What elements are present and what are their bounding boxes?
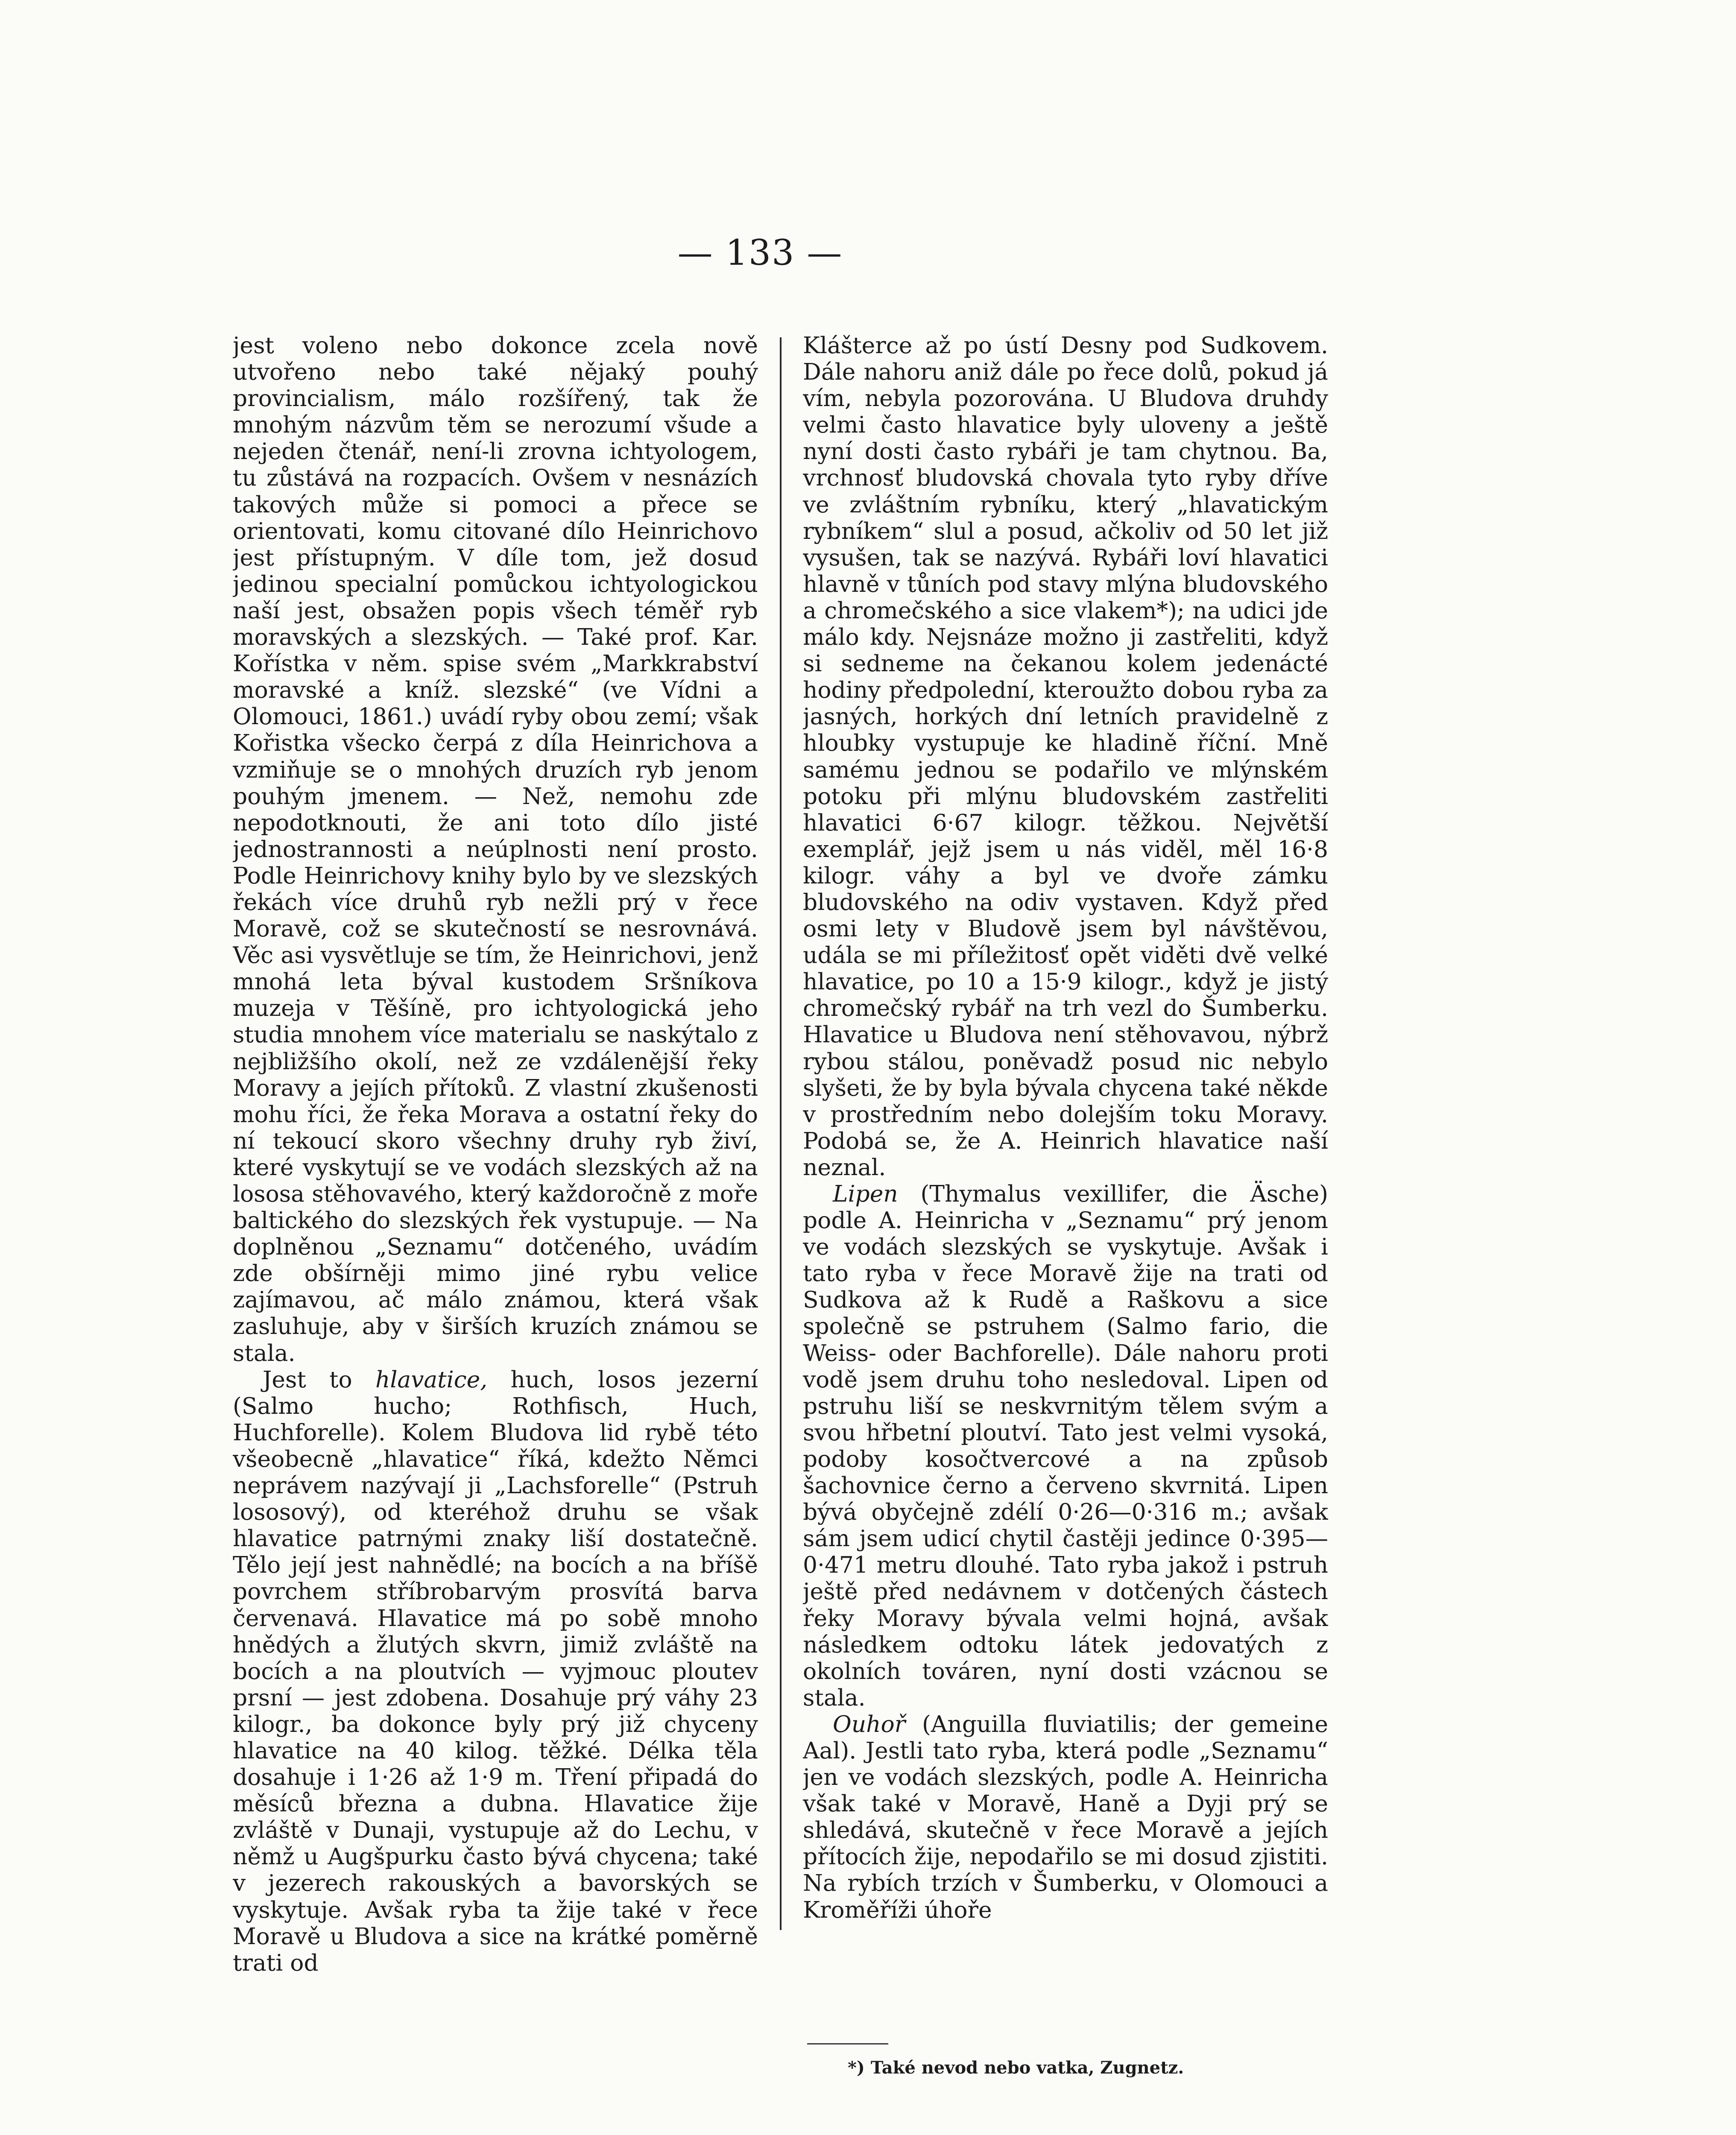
column-divider — [780, 337, 782, 1930]
right-column — [803, 332, 1328, 2135]
paragraph-lipen — [803, 1181, 1328, 1711]
paragraph-text: (Anguilla fluviatilis; der gemeine Aal). Jestli tato ryba, která podle „Seznamu“ jen ve vodách slezských, podle A. Heinricha však také v Moravě, Haně a Dyji prý se shledává, skutečně v řece Moravě a jejích přítocích žije, nepodařilo se mi dosud zjistiti. Na rybích trzích v Šumberku, v Olomouci a Kroměříži úhoře — [803, 1710, 1328, 1923]
footnote-rule — [807, 2043, 888, 2044]
footnote: *) Také nevod nebo vatka, Zugnetz. — [848, 2058, 1184, 2078]
paragraph-ouhor — [803, 1711, 1328, 1923]
left-column — [233, 332, 758, 2135]
paragraph-hlavatice — [233, 1366, 758, 1976]
paragraph-lead: Jest to — [263, 1366, 375, 1393]
species-name: Lipen — [833, 1180, 898, 1207]
page-number: — 133 — — [677, 233, 843, 273]
paragraph-text: huch, losos jezerní (Salmo hucho; Rothfisch, Huch, Huchforelle). Kolem Bludova lid rybě této všeobecně „hlavatice“ říká, kdežto Němci neprávem nazývají ji „Lachsforelle“ (Pstruh lososový), od kteréhož druhu se však hlavatice patrnými znaky liší dostatečně. Tělo její jest nahnědlé; na bocích a na bříšě povrchem stříbrobarvým prosvítá barva červenavá. Hlavatice má po sobě mnoho hnědých a žlutých skvrn, jimiž zvláště na bocích a na ploutvích — vyjmouc ploutev prsní — jest zdobena. Dosahuje prý váhy 23 kilogr., ba dokonce byly prý již chyceny hlavatice na 40 kilog. těžké. Délka těla dosahuje i 1·26 až 1·9 m. Tření připadá do měsíců března a dubna. Hlavatice žije zvláště v Dunaji, vystupuje až do Lechu, v němž u Augšpurku často bývá chycena; také v jezerech rakouských a bavorských se vyskytuje. Avšak ryba ta žije také v řece Moravě u Bludova a sice na krátké poměrně trati od — [233, 1366, 758, 1976]
species-name: hlavatice, — [375, 1366, 488, 1393]
species-name: Ouhoř — [833, 1710, 906, 1737]
paragraph: Klášterce až po ústí Desny pod Sudkovem. Dále nahoru aniž dále po řece dolů, pokud já vím, nebyla pozorována. U Bludova druhdy velmi často hlavatice byly uloveny a ještě nyní dosti často rybáři je tam chytnou. Ba, vrchnosť bludovská chovala tyto ryby dříve ve zvláštním rybníku, který „hlavatickým rybníkem“ slul a posud, ačkoliv od 50 let již vysušen, tak se nazývá. Rybáři loví hlavatici hlavně v tůních pod stavy mlýna bludovského a chromečského a sice vlakem*); na udici jde málo kdy. Nejsnáze možno ji zastřeliti, když si sedneme na čekanou kolem jedenácté hodiny předpolední, kteroužto dobou ryba za jasných, horkých dní letních pravidelně z hloubky vystupuje ke hladině říční. Mně samému jednou se podařilo ve mlýnském potoku při mlýnu bludovském zastřeliti hlavatici 6·67 kilogr. těžkou. Největší exemplář, jejž jsem u nás viděl, měl 16·8 kilogr. váhy a byl ve dvoře zámku bludovského na odiv vystaven. Když před osmi lety v Bludově jsem byl návštěvou, udála se mi příležitosť opět viděti dvě velké hlavatice, po 10 a 15·9 kilogr., když je jistý chromečský rybář na trh vezl do Šumberku. Hlavatice u Bludova není stěhovavou, nýbrž rybou stálou, poněvadž posud nic nebylo slyšeti, že by byla bývala chycena také někde v prostředním nebo dolejším toku Moravy. Podobá se, že A. Heinrich hlavatice naší neznal. — [803, 332, 1328, 1181]
paragraph-text: (Thymalus vexillifer, die Äsche) podle A. Heinricha v „Seznamu“ prý jenom ve vodách slezských se vyskytuje. Avšak i tato ryba v řece Moravě žije na trati od Sudkova až k Rudě a Raškovu a sice společně se pstruhem (Salmo fario, die Weiss- oder Bachforelle). Dále nahoru proti vodě jsem druhu toho nesledoval. Lipen od pstruhu liší se neskvrnitým tělem svým a svou hřbetní ploutví. Tato jest velmi vysoká, podoby kosočtvercové a na způsob šachovnice černo a červeno skvrnitá. Lipen bývá obyčejně zdélí 0·26—0·316 m.; avšak sám jsem udicí chytil častěji jedince 0·395—0·471 metru dlouhé. Tato ryba jakož i pstruh ještě před nedávnem v dotčených částech řeky Moravy bývala velmi hojná, avšak následkem odtoku látek jedovatých z okolních továren, nyní dosti vzácnou se stala. — [803, 1180, 1328, 1711]
paragraph: jest voleno nebo dokonce zcela nově utvořeno nebo také nějaký pouhý provincialism, málo rozšířený, tak že mnohým názvům těm se nerozumí všude a nejeden čtenář, není-li zrovna ichtyologem, tu zůstává na rozpacích. Ovšem v nesnázích takových může si pomoci a přece se orientovati, komu citované dílo Heinrichovo jest přístupným. V díle tom, jež dosud jedinou specialní pomůckou ichtyologickou naší jest, obsažen popis všech téměř ryb moravských a slezských. — Také prof. Kar. Kořístka v něm. spise svém „Markkrabství moravské a kníž. slezské“ (ve Vídni a Olomouci, 1861.) uvádí ryby obou zemí; však Kořistka všecko čerpá z díla Heinrichova a vzmiňuje se o mnohých druzích ryb jenom pouhým jmenem. — Než, nemohu zde nepodotknouti, že ani toto dílo jisté jednostrannosti a neúplnosti není prosto. Podle Heinrichovy knihy bylo by ve slezských řekách více druhů ryb nežli prý v řece Moravě, což se skutečností se nesrovnává. Věc asi vysvětluje se tím, že Heinrichovi, jenž mnohá leta býval kustodem Sršníkova muzeja v Těšíně, pro ichtyologická jeho studia mnohem více materialu se naskýtalo z nejbližšího okolí, než ze vzdálenější řeky Moravy a jejích přítoků. Z vlastní zkušenosti mohu říci, že řeka Morava a ostatní řeky do ní tekoucí skoro všechny druhy ryb živí, které vyskytují se ve vodách slezských až na lososa stěhovavého, který každoročně z moře baltického do slezských řek vystupuje. — Na doplněnou „Seznamu“ dotčeného, uvádím zde obšírněji mimo jiné rybu velice zajímavou, ač málo známou, která však zasluhuje, aby v širších kruzích známou se stala. — [233, 332, 758, 1366]
